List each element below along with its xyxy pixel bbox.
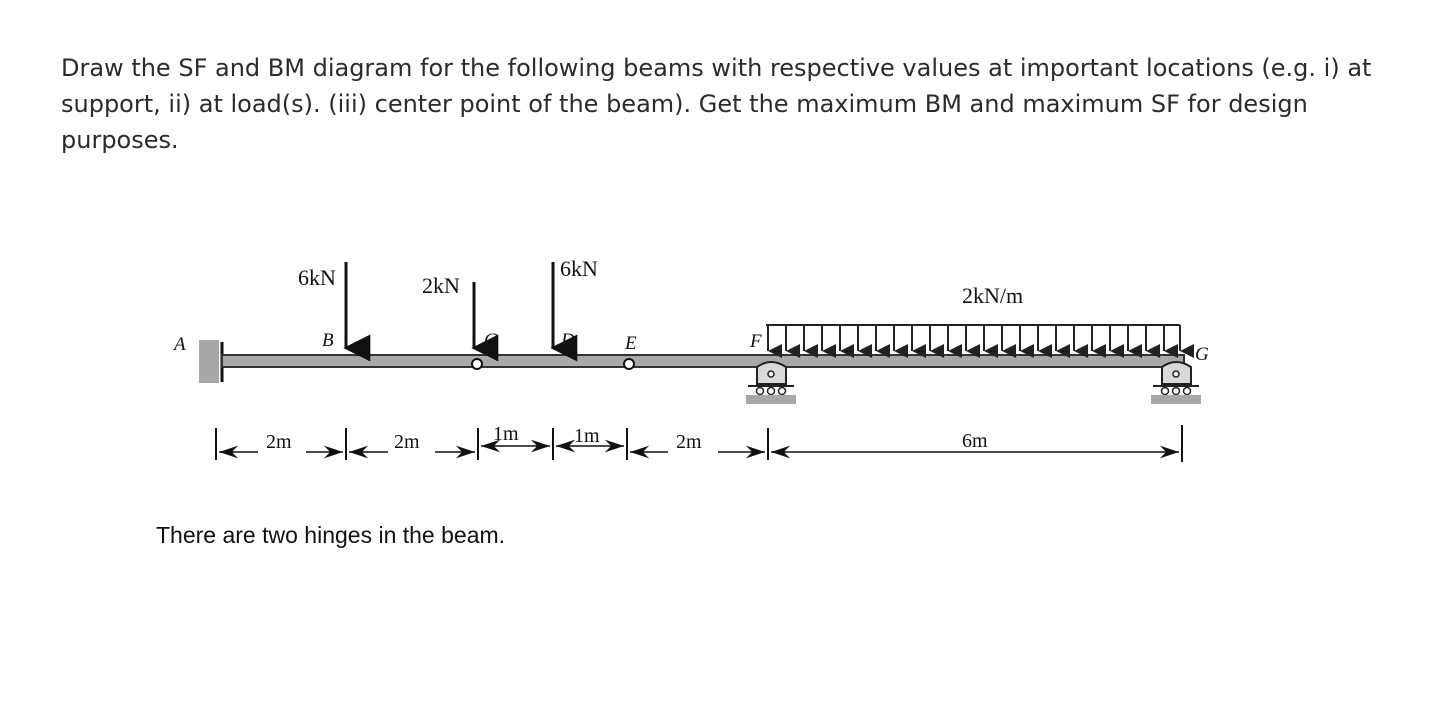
udl-arrows xyxy=(766,325,1180,351)
point-label-d: D xyxy=(561,330,575,351)
dimension-label-ab: 2m xyxy=(266,431,292,453)
udl-label: 2kN/m xyxy=(962,283,1024,308)
roller-support-g xyxy=(1151,362,1201,404)
point-label-e: E xyxy=(625,333,637,354)
hinge-c xyxy=(472,359,482,369)
roller-support-f xyxy=(746,362,796,404)
hinge-e xyxy=(624,359,634,369)
dimension-label-ef: 2m xyxy=(676,431,702,453)
dimension-label-cd: 1m xyxy=(493,423,519,445)
point-label-f: F xyxy=(750,331,762,352)
fixed-support-wall xyxy=(199,340,219,383)
dimension-label-de: 1m xyxy=(574,425,600,447)
load-label-c: 2kN xyxy=(422,273,460,298)
point-label-a: A xyxy=(174,334,186,355)
dimension-label-bc: 2m xyxy=(394,431,420,453)
point-label-g: G xyxy=(1195,344,1209,365)
beam xyxy=(222,355,1184,367)
hinge-note: There are two hinges in the beam. xyxy=(156,522,506,548)
point-label-b: B xyxy=(322,330,334,351)
dimension-label-fg: 6m xyxy=(962,430,988,452)
point-label-c: C xyxy=(484,330,497,351)
load-label-d: 6kN xyxy=(560,256,598,281)
load-label-b: 6kN xyxy=(298,265,336,290)
question-text: Draw the SF and BM diagram for the following beams with respective values at important locations (e.g. i) at support, ii) at load(s). (iii) center point of the beam). Get the maximum BM and maximum SF for design purposes. xyxy=(61,54,1372,154)
